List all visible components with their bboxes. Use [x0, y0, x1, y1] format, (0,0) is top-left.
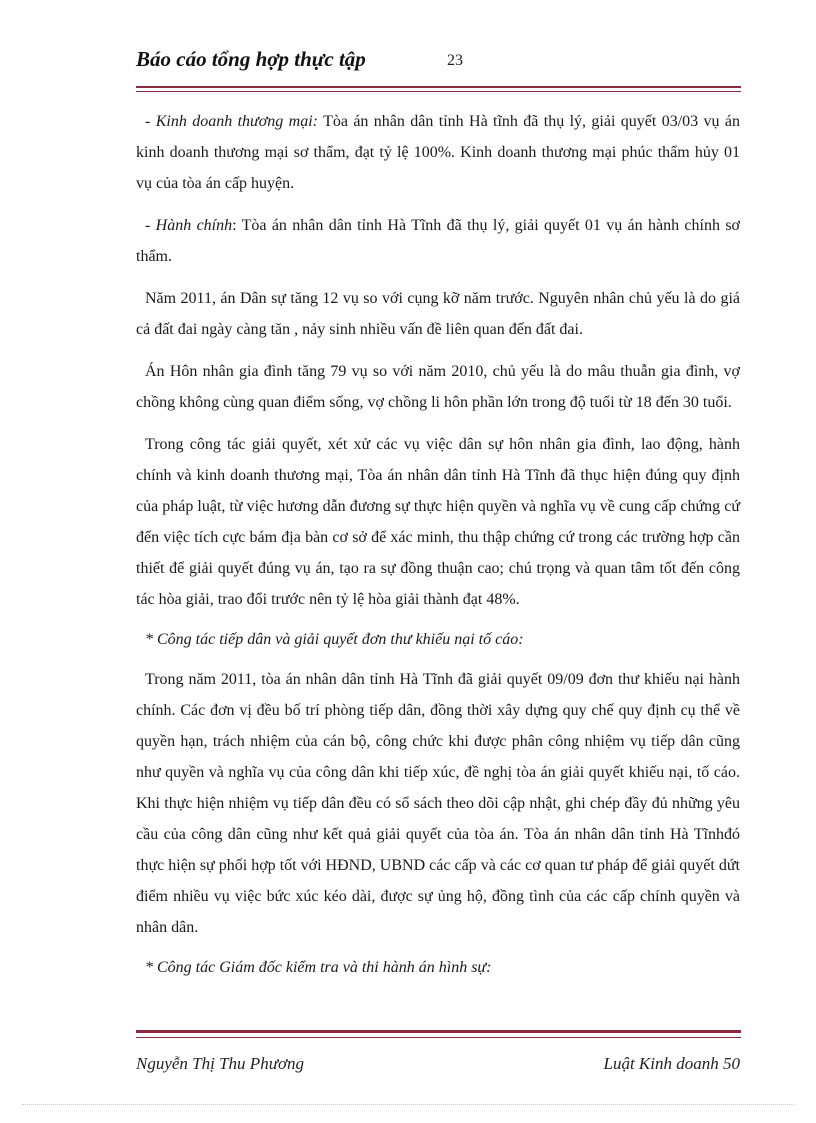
section-heading-supervision: * Công tác Giám đốc kiểm tra và thi hành án hình sự: — [145, 959, 492, 976]
report-title: Báo cáo tổng hợp thực tập — [136, 47, 366, 71]
paragraph-administrative: - Hành chính: Tòa án nhân dân tỉnh Hà Tĩnh đã thụ lý, giải quyết 01 vụ án hành chính sơ thẩm. — [136, 217, 741, 265]
paragraph-complaints: Trong năm 2011, tòa án nhân dân tỉnh Hà Tĩnh đã giải quyết 09/09 đơn thư khiếu nại hành chính. Các đơn vị đều bố trí phòng tiếp dân, đồng thời xây dựng quy chế quy định cụ thể về quyền hạn, trách nhiệm của cán bộ, công chức khi được phân công nhiệm vụ tiếp dân cũng như quyền và nghĩa vụ của công dân khi tiếp xúc, đề nghị tòa án giải quyết khiếu nại, tố cáo. Khi thực hiện nhiệm vụ tiếp dân đều có sổ sách theo dõi cập nhật, ghi chép đầy đủ những yêu cầu của công dân cũng như kết quả giải quyết của tòa án. Tòa án nhân dân tỉnh Hà Tĩnhđó thực hiện sự phối hợp tốt với HĐND, UBND các cấp và các cơ quan tư pháp để giải quyết dứt điểm nhiều vụ việc bức xúc kéo dài, được sự ủng hộ, đồng tình của các cấp chính quyền và nhân dân. — [136, 671, 740, 936]
paragraph-resolution: Trong công tác giải quyết, xét xử các vụ việc dân sự hôn nhân gia đình, lao động, hành chính và kinh doanh thương mại, Tòa án nhân dân tỉnh Hà Tĩnh đã thục hiện đúng quy định của pháp luật, từ việc hương dẫn đương sự thực hiện quyền và nghĩa vụ về cung cấp chứng cứ đến việc tích cực bám địa bàn cơ sở để xác minh, thu thập chứng cứ trong các trường hợp cần thiết để giải quyết đúng vụ án, tạo ra sự đồng thuận cao; chú trọng và quan tâm tốt đến công tác hòa giải, trao đổi trước nên tỷ lệ hòa giải thành đạt 48%. — [136, 436, 740, 608]
paragraph-lead: Kinh doanh thương mại: — [155, 113, 318, 130]
paragraph-text: Tòa án nhân dân tỉnh Hà tĩnh đã thụ lý, giải quyết 03/03 vụ án kinh doanh thương mại sơ thẩm, đạt tỷ lệ 100%. Kinh doanh thương mại phúc thẩm hủy 01 vụ của tòa án cấp huyện. — [136, 113, 741, 192]
footer-course: Luật Kinh doanh 50 — [603, 1054, 740, 1073]
document-body — [136, 106, 740, 992]
page-number: 23 — [447, 52, 463, 69]
footer-divider — [136, 1030, 741, 1033]
footer-divider-thin — [136, 1037, 741, 1038]
paragraph-family-cases: Án Hôn nhân gia đình tăng 79 vụ so với năm 2010, chủ yếu là do mâu thuẫn gia đình, vợ chồng không cùng quan điểm sống, vợ chồng li hôn phần lớn trong độ tuổi từ 18 đến 30 tuổi. — [136, 363, 740, 411]
section-heading-citizen-reception: * Công tác tiếp dân và giải quyết đơn thư khiếu nại tố cáo: — [145, 631, 524, 648]
header-divider-thin — [136, 91, 741, 92]
paragraph-commercial: - Kinh doanh thương mại: Tòa án nhân dân tỉnh Hà tĩnh đã thụ lý, giải quyết 03/03 vụ án kinh doanh thương mại sơ thẩm, đạt tỷ lệ 100%. Kinh doanh thương mại phúc thẩm hủy 01 vụ của tòa án cấp huyện. — [136, 113, 741, 192]
page-edge — [22, 1104, 794, 1105]
footer-author: Nguyễn Thị Thu Phương — [136, 1054, 305, 1073]
paragraph-text: : Tòa án nhân dân tỉnh Hà Tĩnh đã thụ lý, giải quyết 01 vụ án hành chính sơ thẩm. — [136, 217, 741, 265]
paragraph-civil-cases: Năm 2011, án Dân sự tăng 12 vụ so với cụng kỡ năm trước. Nguyên nhân chủ yếu là do giá cả đất đai ngày càng tăn , nảy sinh nhiều vấn đề liên quan đến đất đai. — [136, 290, 740, 338]
header-divider — [136, 86, 741, 88]
paragraph-lead: Hành chính — [155, 217, 233, 234]
